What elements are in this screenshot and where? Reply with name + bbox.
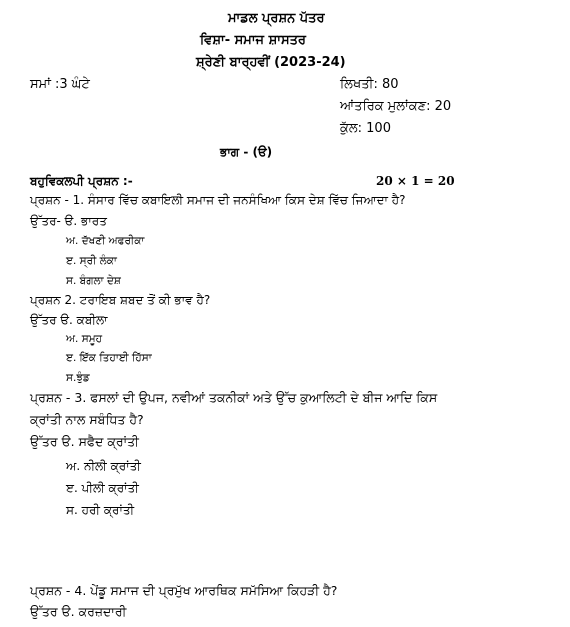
section-heading: ਭਾਗ - (ੳ) xyxy=(220,145,273,159)
q3-option-b: ਅ. ਨੀਲੀ ਕ੍ਰਾਂਤੀ xyxy=(66,459,141,473)
q2-option-b: ਅ. ਸਮੂਹ xyxy=(66,333,103,345)
answer-2: ਉੱਤਰ ੳ. ਕਬੀਲਾ xyxy=(30,313,108,327)
written-marks: ਲਿਖਤੀ: 80 xyxy=(340,77,399,92)
question-1: ਪ੍ਰਸ਼ਨ - 1. ਸੰਸਾਰ ਵਿੱਚ ਕਬਾਇਲੀ ਸਮਾਜ ਦੀ ਜਨਸੰਖਿਆ ਕਿਸ ਦੇਸ਼ ਵਿੱਚ ਜਿਆਦਾ ਹੈ? xyxy=(30,193,406,207)
total-marks: ਕੁੱਲ: 100 xyxy=(340,121,391,136)
answer-3: ਉੱਤਰ ੳ. ਸਫੈਦ ਕ੍ਰਾਂਤੀ xyxy=(30,434,139,449)
mcq-heading: ਬਹੁਵਿਕਲਪੀ ਪ੍ਰਸ਼ਨ :- xyxy=(30,174,133,188)
q2-option-c: ੲ. ਇੱਕ ਤਿਹਾਈ ਹਿੱਸਾ xyxy=(66,352,152,364)
time-label: ਸਮਾਂ :3 ਘੰਟੇ xyxy=(30,77,90,92)
q3-option-d: ਸ. ਹਰੀ ਕ੍ਰਾਂਤੀ xyxy=(66,503,135,517)
class-heading: ਸ਼੍ਰੇਣੀ ਬਾਰ੍ਹਵੀਂ (2023-24) xyxy=(196,55,346,70)
question-4: ਪ੍ਰਸ਼ਨ - 4. ਪੇਂਡੂ ਸਮਾਜ ਦੀ ਪ੍ਰਮੁੱਖ ਆਰਥਿਕ ਸਮੱਸਿਆ ਕਿਹੜੀ ਹੈ? xyxy=(30,583,338,598)
answer-4: ਉੱਤਰ ੳ. ਕਰਜ਼ਦਾਰੀ xyxy=(30,604,127,619)
q3-option-c: ੲ. ਪੀਲੀ ਕ੍ਰਾਂਤੀ xyxy=(66,481,139,495)
q1-option-d: ਸ. ਬੰਗਲਾ ਦੇਸ਼ xyxy=(66,275,121,287)
paper-title: ਮਾਡਲ ਪ੍ਰਸ਼ਨ ਪੱਤਰ xyxy=(228,11,325,26)
question-2: ਪ੍ਰਸ਼ਨ 2. ਟਰਾਇਬ ਸ਼ਬਦ ਤੋਂ ਕੀ ਭਾਵ ਹੈ? xyxy=(30,293,211,307)
mcq-marks: 20 × 1 = 20 xyxy=(376,174,455,188)
internal-assessment: ਆਂਤਰਿਕ ਮੁਲਾਂਕਣ: 20 xyxy=(340,99,452,114)
question-3-line-2: ਕ੍ਰਾਂਤੀ ਨਾਲ ਸਬੰਧਿਤ ਹੈ? xyxy=(30,412,144,427)
answer-1: ਉੱਤਰ- ੳ. ਭਾਰਤ xyxy=(30,214,107,228)
q2-option-d: ਸ.ਝੁੰਡ xyxy=(66,372,90,384)
subject-heading: ਵਿਸ਼ਾ- ਸਮਾਜ ਸ਼ਾਸਤਰ xyxy=(200,33,306,48)
q1-option-b: ਅ. ਦੱਖਣੀ ਅਫਰੀਕਾ xyxy=(66,235,145,247)
q1-option-c: ੲ. ਸ੍ਰੀ ਲੰਕਾ xyxy=(66,255,117,267)
question-3-line-1: ਪ੍ਰਸ਼ਨ - 3. ਫਸਲਾਂ ਦੀ ਉਪਜ, ਨਵੀਆਂ ਤਕਨੀਕਾਂ ਅਤੇ ਉੱਚ ਕੁਆਲਿਟੀ ਦੇ ਬੀਜ ਆਦਿ ਕਿਸ xyxy=(30,390,438,405)
